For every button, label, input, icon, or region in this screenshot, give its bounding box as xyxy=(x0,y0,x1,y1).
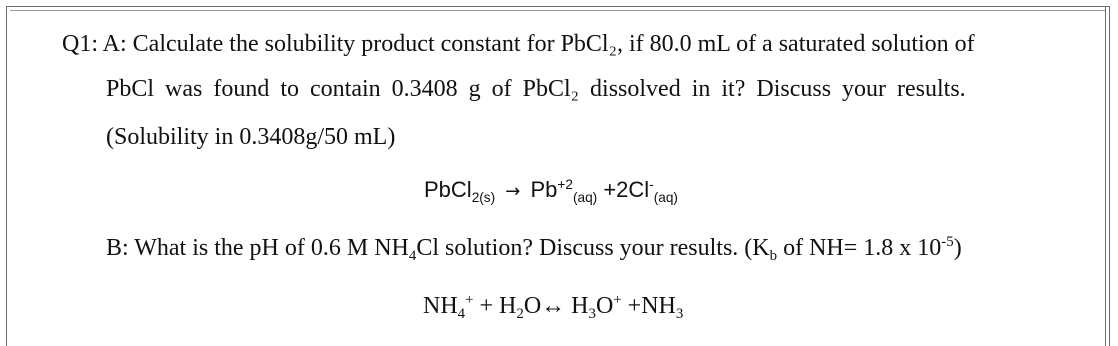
eq2-d: H xyxy=(565,293,589,319)
eq2-a: NH xyxy=(423,293,458,319)
equilibrium-arrow-icon: ↔ xyxy=(541,293,566,319)
dissolution-equation xyxy=(424,176,678,206)
qb-sub-b: b xyxy=(769,248,778,265)
eq2-e: O xyxy=(595,293,614,319)
qb-text-a: B: What is the pH of 0.6 M NH xyxy=(106,235,409,261)
eq1-product-2-sup: - xyxy=(649,176,654,192)
eq2-d-sub: 3 xyxy=(588,306,596,323)
eq1-product-1-sup: +2 xyxy=(557,176,573,192)
qb-text-b: Cl solution? Discuss your results. (K xyxy=(416,235,770,261)
eq2-a-sup: + xyxy=(465,292,474,309)
ammonium-equilibrium-equation xyxy=(423,292,684,323)
eq2-e-sup: + xyxy=(613,292,622,309)
qb-text-c: of NH= 1.8 x 10 xyxy=(777,235,942,261)
eq2-c: O xyxy=(523,293,542,319)
qb-sub-a: 4 xyxy=(408,248,417,265)
eq2-a-sub: 4 xyxy=(457,306,466,323)
eq1-product-2-sub: (aq) xyxy=(653,189,678,205)
qb-sup-c: -5 xyxy=(941,234,954,251)
question-1a-line-2: PbCl was found to contain 0.3408 g of PbCl₂ dissolved in it? Discuss your results. xyxy=(106,76,966,102)
eq2-b-sub: 2 xyxy=(516,306,524,323)
question-1a-line-3: (Solubility in 0.3408g/50 mL) xyxy=(106,124,396,150)
eq2-b: + H xyxy=(473,293,517,319)
reaction-arrow-icon: → xyxy=(505,181,521,202)
eq1-reactant-sub: 2(s) xyxy=(471,189,496,205)
eq1-product-1-sub: (aq) xyxy=(572,189,598,205)
question-1b-text xyxy=(106,234,962,265)
eq2-f-sub: 3 xyxy=(675,306,684,323)
eq1-reactant: PbCl xyxy=(424,177,472,202)
eq1-product-1: Pb xyxy=(530,177,558,202)
qb-text-d: ) xyxy=(953,235,962,261)
eq2-f: +NH xyxy=(621,293,676,319)
eq1-product-2: +2Cl xyxy=(603,177,650,202)
question-1a-line-1: Q1: A: Calculate the solubility product constant for PbCl₂, if 80.0 mL of a saturated solution of xyxy=(62,31,975,57)
